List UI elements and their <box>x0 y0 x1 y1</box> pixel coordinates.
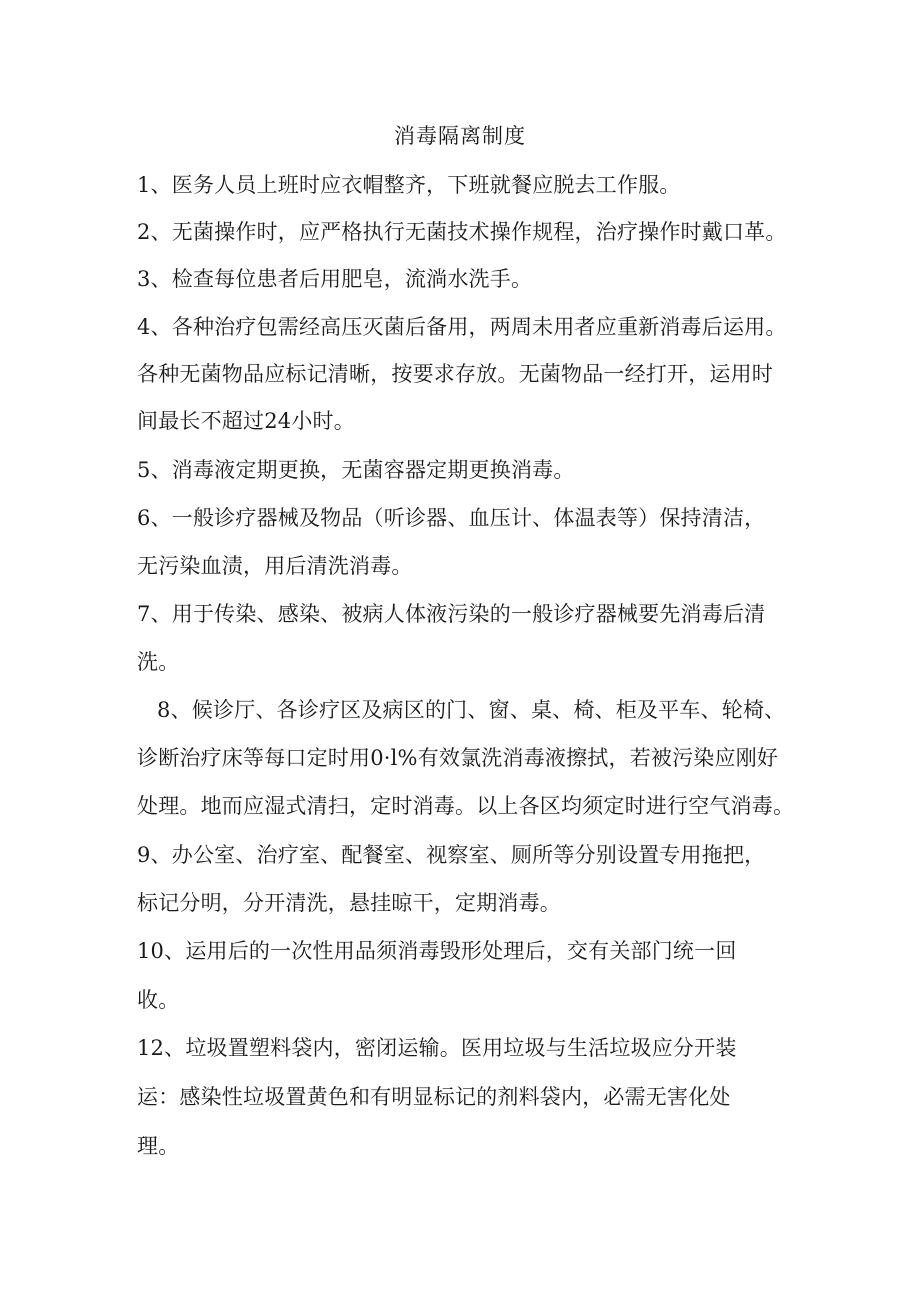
text-line: 间最长不超过24小时。 <box>137 409 355 433</box>
text-line: 洗。 <box>137 650 180 674</box>
text-line: 7、用于传染、感染、被病人体液污染的一般诊疗器械要先消毒后清 <box>137 602 766 626</box>
text-line: 处理。地而应湿式清扫，定时消毒。以上各区均须定时进行空气消毒。 <box>137 794 795 818</box>
document-title: 消毒隔离制度 <box>394 124 526 148</box>
text-line: 4、各种治疗包需经高压灭菌后备用，两周未用者应重新消毒后运用。 <box>137 315 787 339</box>
text-line: 运：感染性垃圾置黄色和有明显标记的剂料袋内，必需无害化处 <box>137 1085 731 1109</box>
text-line: 12、垃圾置塑料袋内，密闭运输。医用垃圾与生活垃圾应分开装 <box>137 1036 737 1060</box>
text-line: 9、办公室、治疗室、配餐室、视察室、厕所等分别设置专用拖把， <box>137 843 766 867</box>
text-line: 6、一般诊疗器械及物品（听诊器、血压计、体温表等）保持清洁， <box>137 506 766 530</box>
text-line: 10、运用后的一次性用品须消毒毁形处理后，交有关部门统一回 <box>137 939 737 963</box>
text-line: 理。 <box>137 1134 180 1158</box>
text-line: 收。 <box>137 988 180 1012</box>
text-line: 3、检查每位患者后用肥皂，流淌水洗手。 <box>137 267 533 291</box>
text-line: 各种无菌物品应标记清晰，按要求存放。无菌物品一经打开，运用时 <box>137 362 773 386</box>
text-line: 诊断治疗床等每口定时用0·l%有效氯洗消毒液擦拭，若被污染应刚好 <box>137 746 779 770</box>
text-line: 5、消毒液定期更换，无菌容器定期更换消毒。 <box>137 458 575 482</box>
text-line: 无污染血渍，用后清洗消毒。 <box>137 554 413 578</box>
text-line: 1、医务人员上班时应衣帽整齐，下班就餐应脱去工作服。 <box>137 173 681 197</box>
text-line: 标记分明，分开清洗，悬挂晾干，定期消毒。 <box>137 891 561 915</box>
text-line: 8、候诊厅、各诊疗区及病区的门、窗、桌、椅、柜及平车、轮椅、 <box>157 698 786 722</box>
text-line: 2、无菌操作时，应严格执行无菌技术操作规程，治疗操作时戴口革。 <box>137 220 787 244</box>
